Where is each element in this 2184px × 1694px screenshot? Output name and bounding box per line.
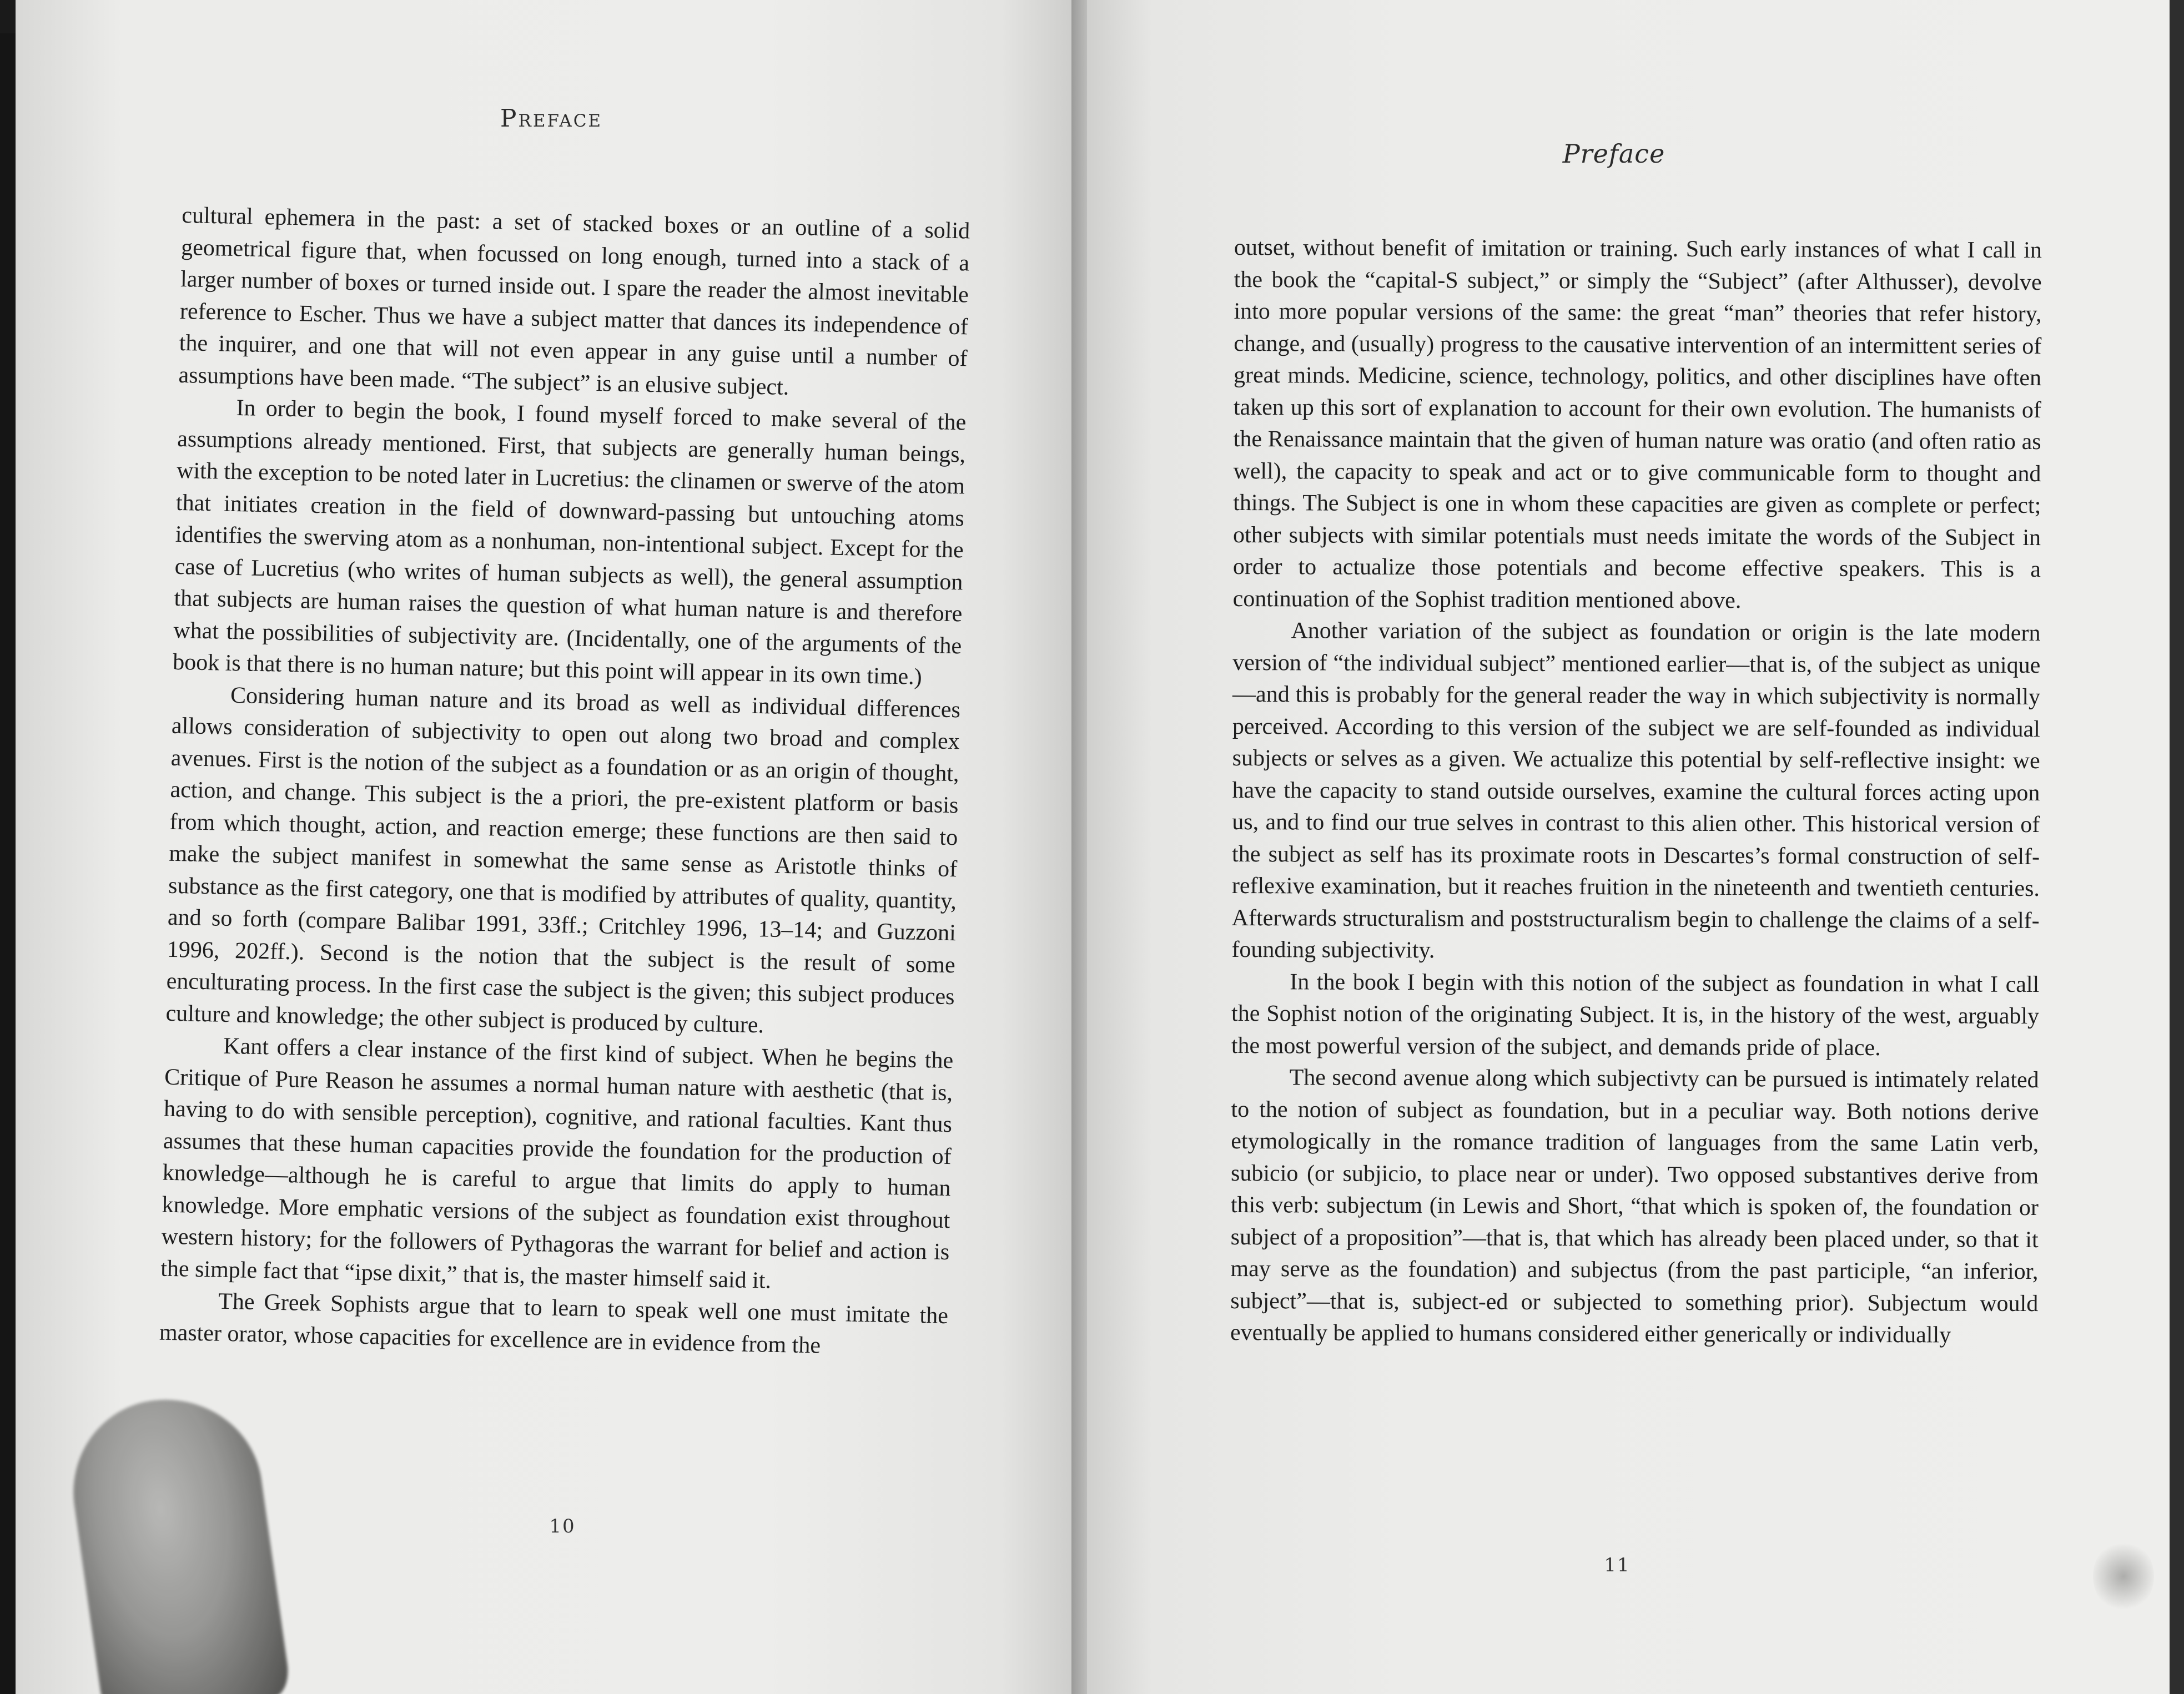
right-paragraph-4: The second avenue along which subjectivty can be pursued is intimately related to the notion of subject as foundation, but in a peculiar way. Both notions derive etymologically in the romance tradition of languages from the same Latin verb, subicio (or subjicio, to place near or under). Two opposed substantives derive from this verb: subjectum (in Lewis and Short, “that which is spoken of, the foundation or subject of a proposition”—that is, that which has already been placed under, so that it may serve as the foundation) and subjectus (from the past participle, “an inferior, subject”—that is, subject-ed or subjected to something prior). Subjectum would eventually be applied to humans considered either generically or individually — [1230, 1065, 2039, 1348]
left-page-number: 10 — [549, 1515, 576, 1537]
left-page — [16, 0, 1087, 1694]
left-paragraph-3: Considering human nature and its broad as well as individual differences allows consideration of subjectivity to open out along two broad and complex avenues. First is the notion of the subject as a foundation or as an origin of thought, action, and change. This subject is the a priori, the pre-existent platform or basis from which thought, action, and reaction emerge; these functions are then said to make the subject manifest in somewhat the same sense as Aristotle thinks of substance as the first category, one that is modified by attributes of quality, quantity, and so forth (compare Balibar 1991, 33ff.; Critchley 1996, 13–14; and Guzzoni 1996, 202ff.). Second is the notion that the subject is the result of some enculturating process. In the first case the subject is the given; this subject produces culture and knowledge; the other subject is produced by culture. — [165, 682, 961, 1038]
left-paragraph-4: Kant offers a clear instance of the first kind of subject. When he begins the Critique of Pure Reason he assumes a normal human nature with aesthetic (that is, having to do with sensible perception), cognitive, and rational faculties. Kant thus assumes that these human capacities provide the foundation for the production of knowledge—although he is careful to argue that limits do apply to human knowledge. More emphatic versions of the subject as foundation exist throughout western history; for the followers of Pythagoras the warrant for belief and action is the simple fact that “ipse dixit,” that is, the master himself said it. — [160, 1033, 954, 1294]
right-page — [1087, 0, 2170, 1694]
right-page-number: 11 — [1604, 1554, 1631, 1576]
thumb-image — [62, 1387, 292, 1694]
left-running-head: Preface — [500, 104, 603, 133]
scanner-edge-right — [2170, 0, 2184, 1694]
right-paragraph-2: Another variation of the subject as foundation or origin is the late modern version of “the individual subject” mentioned earlier—that is, of the subject as unique—and this is probably for the general reader the way in which subjectivity is normally perceived. According to this version of the subject we are self-founded as individual subjects or selves as a given. We actualize this potential by self-reflective insight: we have the capacity to stand outside ourselves, examine the cultural forces acting upon us, and to find our true selves in contrast to this alien other. This historical version of the subject as self has its proximate roots in Descartes’s formal construction of self-reflexive examination, but it reaches fruition in the nineteenth and twentieth centuries. Afterwards structuralism and poststructuralism begin to challenge the claims of a self-founding subjectivity. — [1231, 618, 2041, 964]
right-paragraph-3: In the book I begin with this notion of the subject as foundation in what I call the Sophist notion of the originating Subject. It is, in the history of the west, arguably the most powerful version of the subject, and demands pride of place. — [1231, 969, 2040, 1061]
left-paragraph-2: In order to begin the book, I found myself forced to make several of the assumptions already mentioned. First, that subjects are generally human beings, with the exception to be noted later in Lucretius: the clinamen or swerve of the atom that initiates creation in the field of downward-passing but untouching atoms identifies the swerving atom as a nonhuman, non-intentional subject. Except for the case of Lucretius (who writes of human subjects as well), the general assumption that subjects are human raises the question of what human nature is and therefore what the possibilities of subjectivity are. (Incidentally, one of the arguments of the book is that there is no human nature; but this point will appear in its own time.) — [172, 395, 967, 690]
scanner-edge-left — [0, 0, 16, 1694]
right-running-head: Preface — [1562, 139, 1665, 169]
right-paragraph-1: outset, without benefit of imitation or training. Such early instances of what I call in the book the “capital-S subject,” or simply the “Subject” (after Althusser), devolve into more popular versions of the same: the great “man” theories that refer history, change, and (usually) progress to the causative intervention of an intermittent series of great minds. Medicine, science, technology, politics, and other disciplines have often taken up this sort of explanation to account for their own evolution. The humanists of the Renaissance maintain that the given of human nature was oratio (and often ratio as well), the capacity to speak and act or to give communicable form to thought and things. The Subject is one in whom these capacities are given as complete or perfect; other subjects with similar potentials must needs imitate the words of the Subject in order to actualize those potentials and become effective speakers. This is a continuation of the Sophist tradition mentioned above. — [1232, 234, 2042, 613]
right-body-text — [1230, 232, 2042, 1352]
left-paragraph-5: The Greek Sophists argue that to learn to speak well one must imitate the master orator, whose capacities for excellence are in evidence from the — [159, 1288, 949, 1358]
left-body-text — [159, 200, 970, 1364]
left-paragraph-1: cultural ephemera in the past: a set of stacked boxes or an outline of a solid geometrical figure that, when focussed on long enough, turned into a stack of a larger number of boxes or turned inside out. I spare the reader the almost inevitable reference to Escher. Thus we have a subject matter that dances its independence of the inquirer, and one that will not even appear in any guise until a number of assumptions have been made. “The subject” is an elusive subject. — [178, 202, 970, 400]
page-smudge — [2093, 1540, 2154, 1612]
